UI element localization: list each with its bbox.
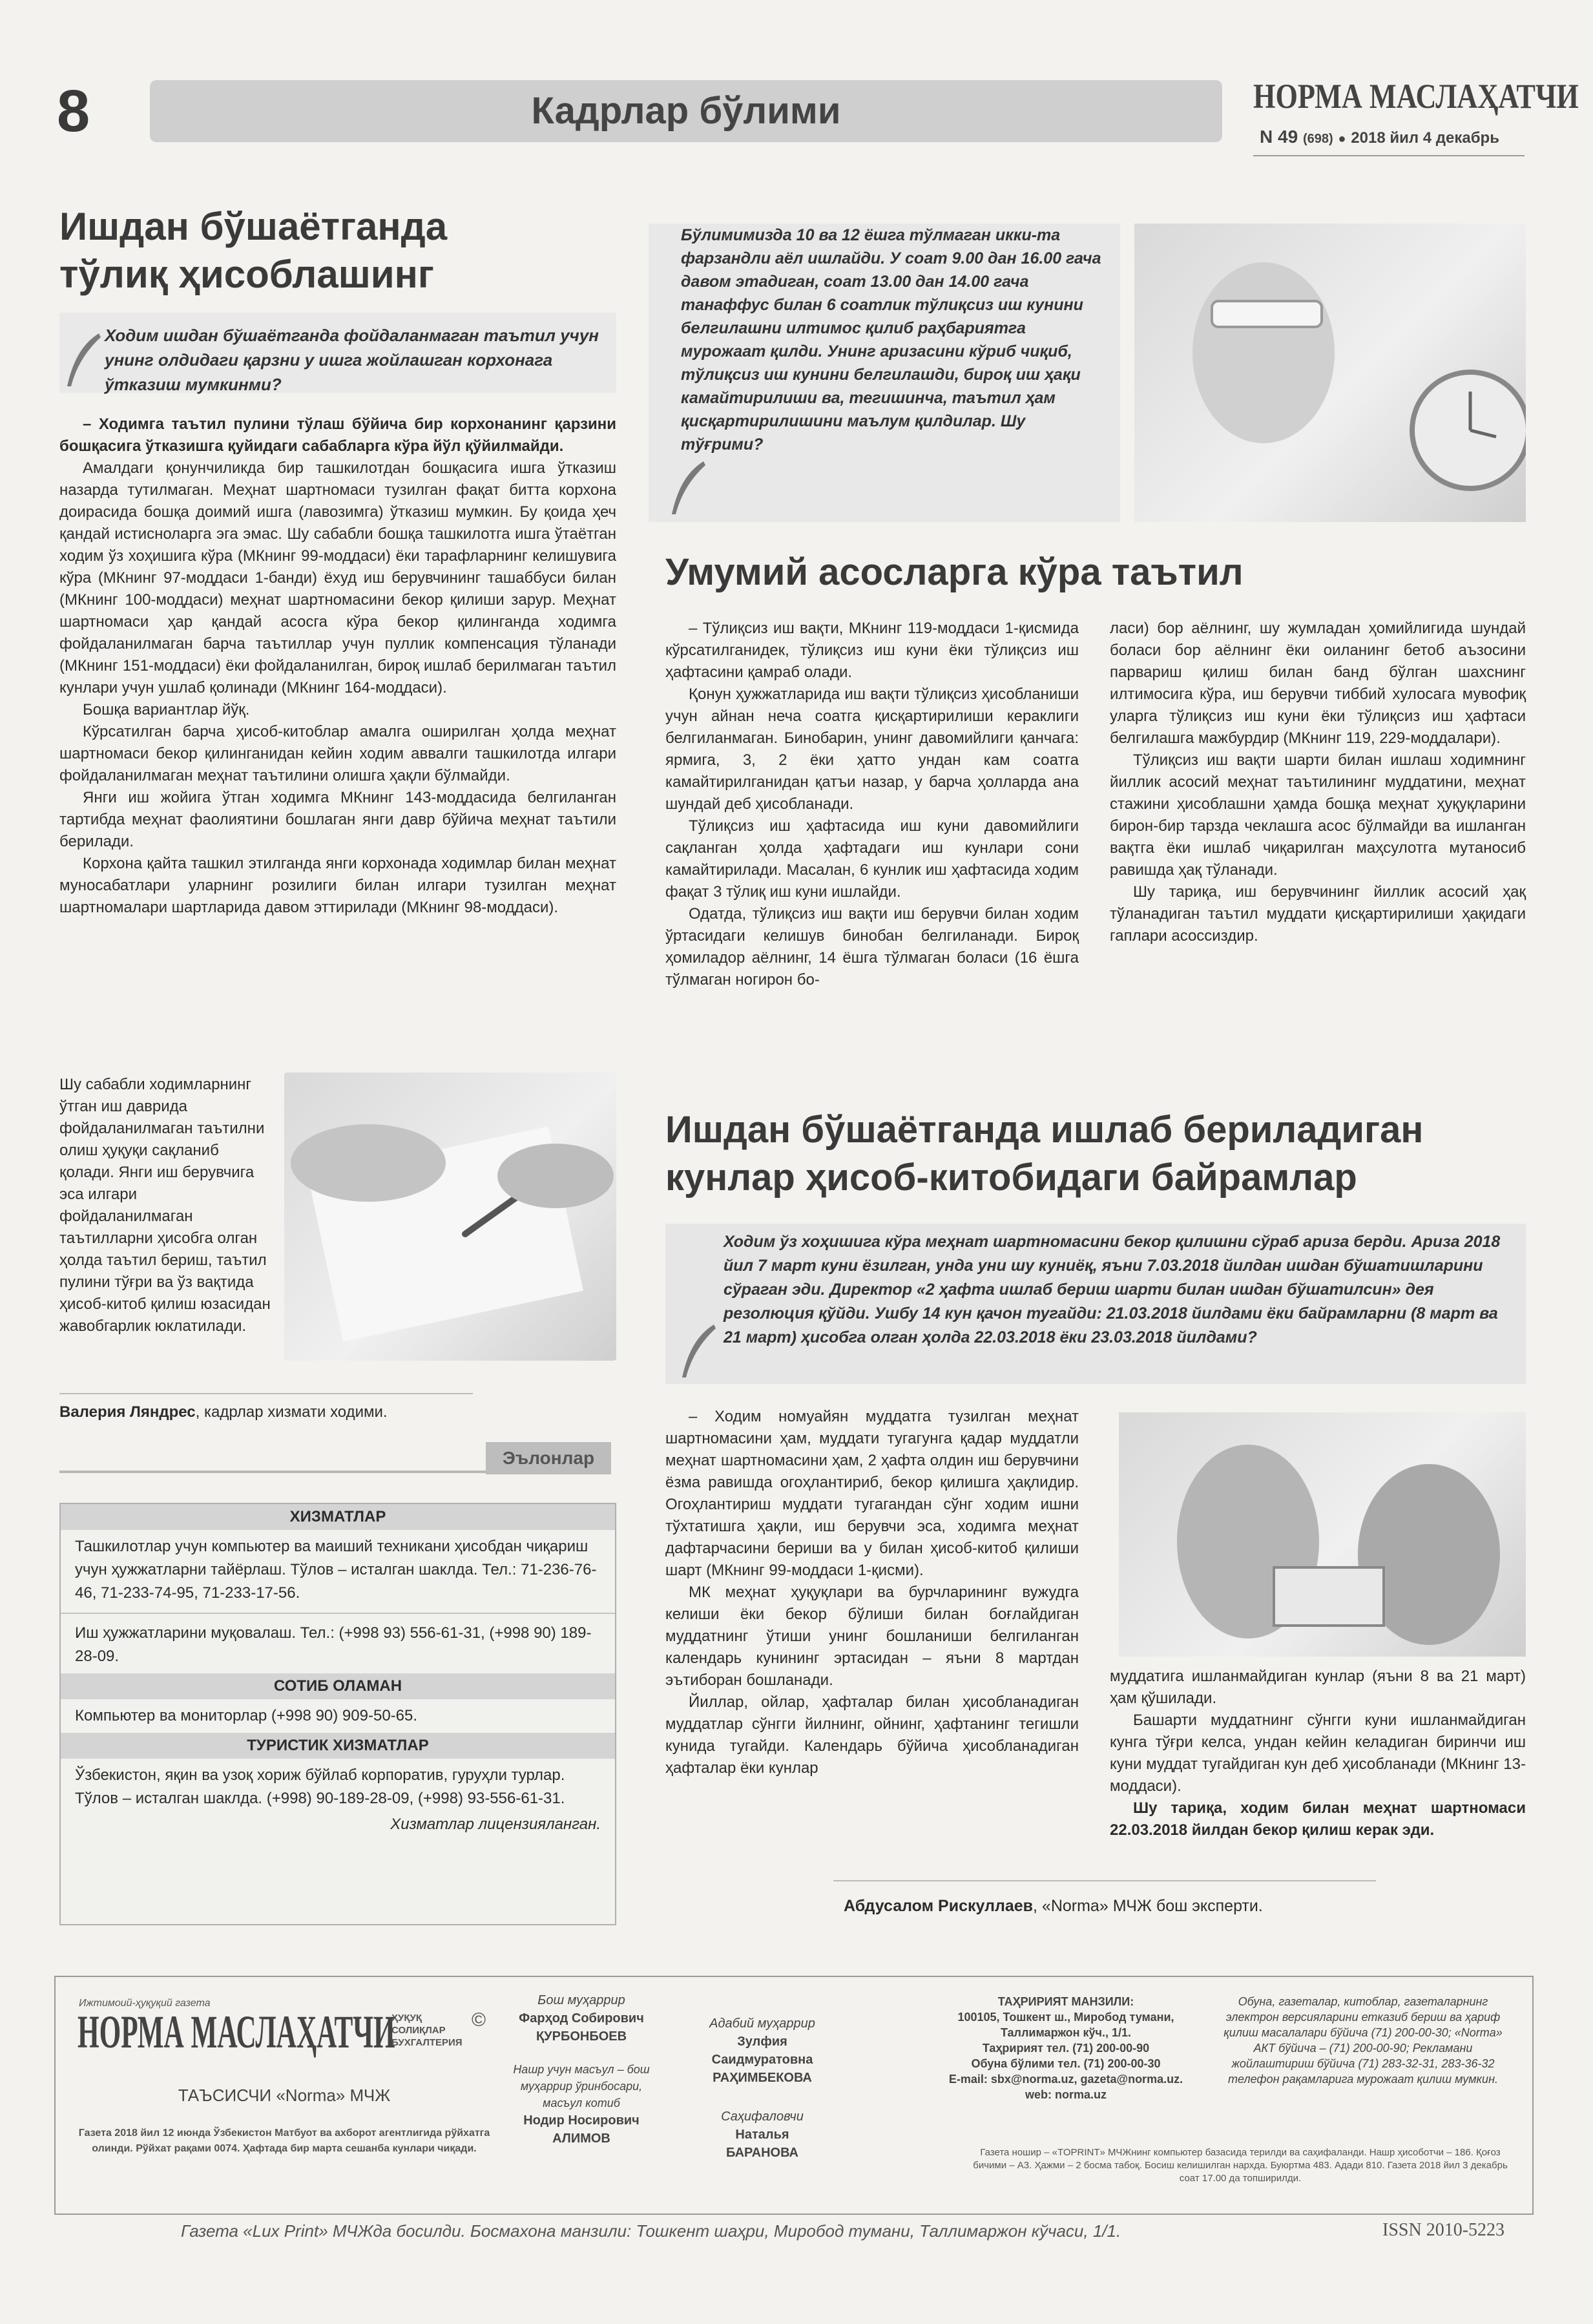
masthead-small: Ижтимоий-ҳуқуқий газета xyxy=(79,1998,211,2009)
address-block xyxy=(930,1994,1202,2102)
article2-col1-p2: Қонун ҳужжатларида иш вақти тўлиқсиз ҳисобланиши учун айнан неча соатга қисқартирилиши кераклиги белгиланмаган. Бинобарин, унинг давомийлиги қанчага: ярмига, 3, 2 ёки ҳатто ундан кам соатга камайтирилганидан қатъи назар, у барча ҳолларда ана шундай деб ҳисобланади. xyxy=(665,686,1079,813)
classifieds-label: Эълонлар xyxy=(486,1442,611,1474)
address-title: ТАҲРИРИЯТ МАНЗИЛИ: xyxy=(997,1995,1134,2008)
article1-p7: Шу сабабли ходимларнинг ўтган иш даврида фойдаланилмаган таътилни олиш ҳуқуқи сақланиб қолади. Янги иш берувчига эса илгари фойдаланилмаган таътилларни ҳисобга олган ҳолда таътил бериш, таътил пулини тўғри ва ўз вақтида ҳисоб-китоб қилиш юзасидан жавобгарлик юклатилади. xyxy=(59,1076,271,1335)
footer-masthead: НОРМА МАСЛАҲАТЧИ xyxy=(78,2006,395,2058)
article3-title-line1: Ишдан бўшаётганда ишлаб бериладиган xyxy=(665,1109,1424,1151)
article2-title: Умумий асосларга кўра таътил xyxy=(665,551,1244,593)
masthead-tag: ҲУҚУҚ СОЛИҚЛАР БУХГАЛТЕРИЯ xyxy=(391,2013,463,2048)
classifieds-item: Ўзбекистон, яқин ва узоқ хориж бўйлаб корпоратив, гуруҳли турлар. Тўлов – исталган шаклда. (+998) 90-189-28-09, (+998) 93-556-61-31. xyxy=(75,1766,565,1807)
article1-p3: Бошқа вариантлар йўқ. xyxy=(83,701,250,718)
article1-author-role: , кадрлар хизмати ходими. xyxy=(195,1403,388,1421)
tel1: Таҳририят тел. (71) 200-00-90 xyxy=(982,2042,1150,2055)
article2-col1 xyxy=(665,618,1079,991)
article1-author-name: Валерия Ляндрес xyxy=(59,1403,196,1421)
lit-name1: Зулфия xyxy=(737,2035,787,2049)
article3-title xyxy=(665,1106,1525,1202)
classifieds-item: Компьютер ва мониторлар (+998 90) 909-50-65. xyxy=(75,1707,418,1724)
layout-name2: БАРАНОВА xyxy=(726,2146,798,2160)
section-title: Кадрлар бўлими xyxy=(531,90,841,132)
address: 100105, Тошкент ш., Миробод тумани, Таллимаржон кўч., 1/1. xyxy=(957,2011,1174,2039)
quill-icon xyxy=(678,1322,717,1380)
print-note: Газета ношир – «TOPRINT» МЧЖнинг компьютер базасида терилди ва саҳифаланди. Нашр ҳисоботчи – 186. Қоғоз бичими – А3. Ҳажми – 2 босма табоқ. Босиш келишилган нархда. Буюртма 483. Адади 810. Газета 2018 йил 3 декабрь соат 17.00 да топширилди. xyxy=(973,2147,1508,2184)
article1-wrap-text xyxy=(59,1074,273,1337)
classifieds-item: Ташкилотлар учун компьютер ва маиший техникани ҳисобдан чиқариш учун ҳужжатларни тайёрлаш. Тўлов – исталган шаклда. Тел.: 71-236-76-46, 71-233-74-95, 71-233-17-56. xyxy=(75,1538,597,1602)
chief-name1: Фарҳод Собирович xyxy=(519,2011,644,2026)
founder: ТАЪСИСЧИ «Norma» МЧЖ xyxy=(178,2086,391,2105)
photo-hands-signing xyxy=(284,1073,616,1361)
article3-col2-p2: Башарти муддатнинг сўнгги куни ишланмайдиган кунга тўғри келса, ундан кейин келадиган биринчи иш куни муддат тугайдиган кун деб ҳисобланади (МКнинг 13-моддаси). xyxy=(1110,1712,1526,1795)
issue-date: 2018 йил 4 декабрь xyxy=(1351,129,1499,147)
article2-col1-p1: – Тўлиқсиз иш вақти, МКнинг 119-моддаси 1-қисмида кўрсатилганидек, тўлиқсиз иш куни ёки тўлиқсиз иш ҳафтасини қамраб олади. xyxy=(665,620,1079,681)
resp-title: Нашр учун масъул – бош муҳаррир ўринбосари, масъул котиб xyxy=(513,2063,650,2109)
quill-icon xyxy=(63,331,102,389)
article3-title-line2: кунлар ҳисоб-китобидаги байрамлар xyxy=(665,1157,1357,1199)
photo-tired-woman xyxy=(1134,224,1526,522)
subscribe-block: Обуна, газеталар, китоблар, газеталарнинг электрон версияларини етказиб бериш ва ҳариф қилиш масалалари бўйича (71) 200-00-30; «Norma» АКТ бўйича – (71) 200-00-90; Рекламани жойлаштириш бўйича (71) 283-32-31, 283-36-32 телефон рақамларига мурожаат қилиш мумкин. xyxy=(1223,1995,1503,2086)
issue-line xyxy=(1260,127,1499,147)
article1-p2: Амалдаги қонунчиликда бир ташкилотдан бошқасига ишга ўтказиш назарда тутилмаган. Меҳнат шартномаси тузилган фақат битта корхона доирасида бошқа доимий ишга (лавозимга) ўтказиш мумкин. Бу қоида ҳеч қандай истисноларга эга эмас. Шу сабабли бошқа ташкилотга ишга ўтаётган ходим ўз хоҳишига кўра (МКнинг 99-моддаси) ёки тарафларнинг келишувига кўра (МКнинг 97-моддаси 1-банди) ёхуд иш берувчининг ташаббуси билан (МКнинг 100-моддаси) меҳнат шартномасини бекор қилиши зарур. Меҳнат шартномаси ҳар қандай асосга кўра бекор қилинганда ходимга фойдаланилмаган барча таътиллар учун пуллик компенсация тўланади (МКнинг 151-моддаси) ёки фойдаланилган, бироқ ишлаб берилмаган таътил кунлари учун ушлаб қолинади (МКнинг 164-моддаси). xyxy=(59,459,616,696)
issue-seq: (698) xyxy=(1302,132,1333,146)
article2-col1-p4: Одатда, тўлиқсиз иш вақти иш берувчи билан ходим ўртасидаги келишув бинобан белгиланади. Бироқ ҳомиладор аёлнинг, 14 ёшга тўлмаган боласи (16 ёшга тўлмаган ногирон бо- xyxy=(665,905,1079,989)
tel2: Обуна бўлими тел. (71) 200-00-30 xyxy=(971,2057,1161,2070)
lit-name2: Саидмуратовна xyxy=(711,2053,813,2067)
copyright-icon: © xyxy=(472,2009,486,2031)
article2-col1-p3: Тўлиқсиз иш ҳафтасида иш куни давомийлиги сақланган ҳолда ҳафтадаги иш кунлари сони камайтирилади. Масалан, 6 кунлик иш ҳафтасида ходим фақат 3 тўлиқ иш куни ишлайди. xyxy=(665,817,1079,901)
article3-col1 xyxy=(665,1406,1079,1779)
article3-question-text: Ходим ўз хоҳишига кўра меҳнат шартномасини бекор қилишни сўраб ариза берди. Ариза 2018 йил 7 март куни ёзилган, унда уни шу куниёқ, яъни 7.03.2018 йилдан ишдан бўшатишларини сўраган эди. Директор «2 ҳафта ишлаб бериш шарти билан ишдан бўшатилсин» дея резолюция қўйди. Ушбу 14 кун қачон тугайди: 21.03.2018 йилдами ёки байрамларни (8 март ва 21 март) ҳисобга олган ҳолда 22.03.2018 ёки 23.03.2018 йилдами? xyxy=(724,1233,1501,1346)
header-rule xyxy=(1253,155,1525,156)
classifieds-head-services: ХИЗМАТЛАР xyxy=(61,1504,615,1530)
article2-question-text: Бўлимимизда 10 ва 12 ёшга тўлмаган икки-та фарзандли аёл ишлайди. У соат 9.00 дан 16.00 гача давом этадиган, соат 13.00 дан 14.00 гача танаффус билан 6 соатлик тўлиқсиз иш кунини белгилашни илтимос қилиб раҳбариятга мурожаат қилди. Унинг аризасини кўриб чиқиб, тўлиқсиз иш кунини белгилашди, бироқ иш ҳақи камайтирилиши ва, тегишинча, таътил ҳам қисқартирилишини маълум қилдилар. Шу тўғрими? xyxy=(681,226,1101,454)
issue-bullet: ● xyxy=(1338,132,1346,146)
layout-name1: Наталья xyxy=(735,2128,789,2142)
article3-question xyxy=(665,1224,1526,1384)
article1-p6: Корхона қайта ташкил этилганда янги корхонада ходимлар билан меҳнат муносабатлари уларнинг розилиги билан илгари тузилган меҳнат шартномалари шартларида давом эттирилади (МКнинг 98-моддаси). xyxy=(59,855,616,916)
printer-line: Газета «Lux Print» МЧЖда босилди. Босмахона манзили: Тошкент шаҳри, Миробод тумани, Таллимаржон кўчаси, 1/1. xyxy=(181,2221,1121,2241)
web: web: norma.uz xyxy=(1025,2088,1107,2101)
article1-title-line1: Ишдан бўшаётганда xyxy=(59,205,448,248)
classifieds-label-rule xyxy=(59,1471,486,1473)
lit-name3: РАҲИМБЕКОВА xyxy=(713,2071,812,2085)
article1-body xyxy=(59,414,616,919)
article1-author xyxy=(59,1403,388,1421)
chief-name2: ҚУРБОНБОЕВ xyxy=(536,2029,627,2044)
article3-author-role: , «Norma» МЧЖ бош эксперти. xyxy=(1033,1897,1263,1915)
layout-title: Саҳифаловчи xyxy=(721,2109,804,2124)
classifieds-box xyxy=(59,1503,616,1925)
resp-name2: АЛИМОВ xyxy=(552,2131,610,2146)
classifieds-head-tourism: ТУРИСТИК ХИЗМАТЛАР xyxy=(61,1733,615,1759)
article2-col2-p3: Шу тариқа, иш берувчининг йиллик асосий ҳақ тўланадиган таътил муддати қисқартирилиши ҳақидаги гаплари асоссиздир. xyxy=(1110,883,1526,945)
chief-editor-block xyxy=(504,1991,659,2148)
article2-question xyxy=(649,224,1120,522)
article1-question-text: Ходим ишдан бўшаётганда фойдаланмаган таътил учун унинг олдидаги қарзни у ишга жойлашган корхонага ўтказиш мумкинми? xyxy=(105,326,599,394)
paper-name: НОРМА МАСЛАҲАТЧИ xyxy=(1253,77,1579,116)
article1-p1: – Ходимга таътил пулини тўлаш бўйича бир корхонанинг қарзини бошқасига ўтказишга қуйидаги сабабларга кўра йўл қўйилмайди. xyxy=(59,415,616,455)
resp-name1: Нодир Носирович xyxy=(523,2113,640,2128)
classifieds-head-buy: СОТИБ ОЛАМАН xyxy=(61,1673,615,1699)
classifieds-license: Хизматлар лицензияланган. xyxy=(390,1816,601,1833)
article3-author xyxy=(844,1897,1263,1916)
alarm-clock-icon xyxy=(1134,224,1526,522)
issue-number: N 49 xyxy=(1260,127,1298,147)
page-number: 8 xyxy=(57,78,90,144)
pen-icon xyxy=(284,1073,616,1361)
article3-col1-p2: МК меҳнат ҳуқуқлари ва бурчларининг вужудга келиши ёки бекор бўлиши билан боғлайдиган муддатнинг ўтиши унинг бошланиши белгиланган календарь кунининг эртасидан – яъни 8 мартдан эътиборан бошланади. xyxy=(665,1584,1079,1689)
classifieds-divider xyxy=(61,1613,615,1614)
quill-icon xyxy=(668,459,707,517)
article3-col2-p3: Шу тариқа, ходим билан меҳнат шартномаси 22.03.2018 йилдан бекор қилиш керак эди. xyxy=(1110,1799,1526,1839)
article2-col2 xyxy=(1110,618,1526,947)
article2-col2-p1: ласи) бор аёлнинг, шу жумладан ҳомийлигида шундай боласи бор аёлнинг ёки оиланинг бетоб аъзосини парвариш қилиш билан банд бўлган шахснинг илтимосига кўра, иш берувчи тиббий хулосага мувофиқ уларга тўлиқсиз иш куни ёки тўлиқсиз иш ҳафтаси белгилашга мажбурдир (МКнинг 119, 229-моддалари). xyxy=(1110,620,1526,747)
registration: Газета 2018 йил 12 июнда Ўзбекистон Матбуот ва ахборот агентлигида рўйхатга олинди. Рўйхат рақами 0074. Ҳафтада бир марта сешанба кунлари чиқади. xyxy=(78,2128,490,2154)
laptop-icon xyxy=(1119,1412,1526,1657)
article3-col1-p3: Йиллар, ойлар, ҳафталар билан ҳисобланадиган муддатлар сўнгги йилнинг, ойнинг, ҳафтанинг тегишли кунида тугайди. Календарь бўйича ҳисобланадиган ҳафталар ёки кунлар xyxy=(665,1693,1079,1777)
article1-p4: Кўрсатилган барча ҳисоб-китоблар амалга оширилган ҳолда меҳнат шартномаси бекор қилинганидан кейин ходим аввалги ташкилотда илгари фойдаланилмаган меҳнат таътилини олишга ҳақли бўлмайди. xyxy=(59,723,616,784)
article3-author-name: Абдусалом Рискуллаев xyxy=(844,1897,1034,1915)
lit-title: Адабий муҳаррир xyxy=(709,2016,815,2031)
article2-col2-p2: Тўлиқсиз иш вақти шарти билан ишлаш ходимнинг йиллик асосий меҳнат таътилининг муддатини, меҳнат стажини ҳисоблашни ҳамда бошқа меҳнат ҳуқуқларини бирон-бир тарзда чеклашга асос бўлмайди ва ишланган вақтга ёки ишлаб чиқарилган маҳсулотга мутаносиб равишда ҳақ тўланади. xyxy=(1110,751,1526,879)
article3-col2-p1: муддатига ишланмайдиган кунлар (яъни 8 ва 21 март) ҳам қўшилади. xyxy=(1110,1668,1526,1707)
article1-p5: Янги иш жойига ўтган ходимга МКнинг 143-моддасида белгиланган тартибда меҳнат фаолиятини бошлаган янги давр бўйича меҳнат таътили берилади. xyxy=(59,789,616,850)
lit-editor-block xyxy=(685,2015,840,2162)
photo-office-meeting xyxy=(1119,1412,1526,1657)
article3-col1-p1: – Ходим номуайян муддатга тузилган меҳнат шартномасини ҳам, муддати тугагунга қадар муддатли меҳнат шартномасини ҳам, 2 ҳафта олдин иш берувчини ёзма равишда огоҳлантириб, бекор қилишга ҳақлидир. Огоҳлантириш муддати тугагандан сўнг ходим ишни тўхтатишга ҳақли, иш берувчи эса, ходимга меҳнат дафтарчасини бериши ва у билан ҳисоб-китоб қилиши шарт (МКнинг 99-моддаси 1-қисми). xyxy=(665,1408,1079,1579)
article3-author-rule xyxy=(833,1880,1376,1881)
article1-author-rule xyxy=(59,1393,473,1394)
issn: ISSN 2010-5223 xyxy=(1382,2220,1505,2240)
classifieds-item: Иш ҳужжатларини муқовалаш. Тел.: (+998 93) 556-61-31, (+998 90) 189-28-09. xyxy=(75,1624,592,1665)
article3-col2 xyxy=(1110,1666,1526,1841)
article1-title xyxy=(59,203,512,298)
article1-title-line2: тўлиқ ҳисоблашинг xyxy=(59,253,434,296)
chief-title: Бош муҳаррир xyxy=(537,1993,625,2007)
article1-question xyxy=(59,313,616,393)
email: E-mail: sbx@norma.uz, gazeta@norma.uz. xyxy=(948,2073,1183,2086)
